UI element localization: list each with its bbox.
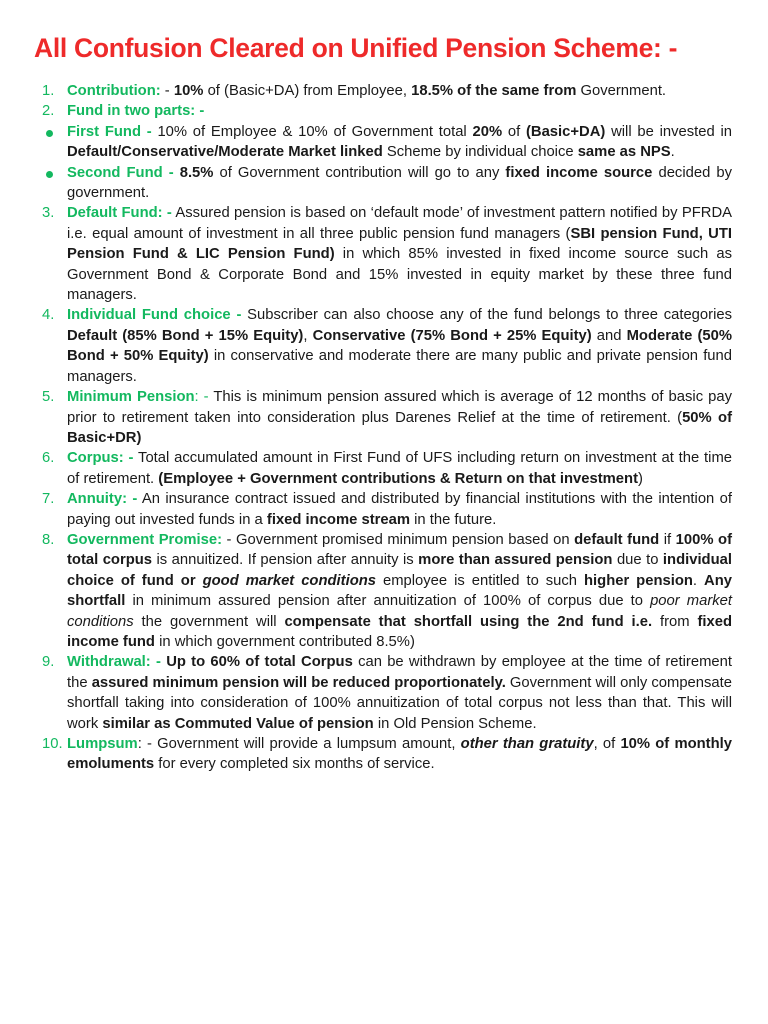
- body-text: due to: [612, 552, 663, 569]
- list-item: [0, 163, 732, 204]
- body-text: and: [591, 327, 627, 344]
- bold-text: default fund: [574, 531, 660, 548]
- bold-text: 20%: [472, 123, 503, 140]
- list-item: [0, 81, 732, 101]
- bold-text: similar as Commuted Value of pension: [102, 715, 374, 732]
- body-text: , of: [593, 736, 621, 752]
- italic-text: poor market conditions: [67, 593, 732, 630]
- bold-text: 8.5%: [179, 164, 214, 181]
- item-label: First Fund -: [67, 123, 152, 140]
- body-text: in which government contributed 8.5%): [154, 633, 415, 650]
- bold-text: fixed income stream: [266, 511, 410, 528]
- item-label: Contribution:: [67, 83, 161, 99]
- item-number: 7.: [42, 491, 55, 508]
- body-text: Total accumulated amount in First Fund of UFS including return on investment at the time of retirement.: [67, 450, 733, 487]
- list-item: [0, 305, 732, 387]
- body-text: An insurance contract issued and distributed by financial institutions with the intention of paying out invested funds in a: [67, 491, 732, 528]
- list-item: [0, 734, 732, 775]
- body-text: can be withdrawn by employee at the time of retirement the: [67, 654, 732, 691]
- item-number: 4.: [42, 307, 55, 324]
- body-text: Scheme by individual choice: [382, 144, 578, 161]
- item-number: 5.: [42, 389, 55, 406]
- bold-text: assured minimum pension will be reduced proportionately.: [91, 674, 506, 691]
- item-label: Annuity: -: [67, 491, 138, 508]
- item-label: Default Fund: -: [67, 205, 172, 222]
- list-item: [0, 489, 732, 530]
- bold-text: good market conditions: [202, 572, 377, 589]
- body-text: Government.: [576, 83, 667, 99]
- bold-text: fixed income source: [505, 164, 653, 181]
- bold-text: 10% of monthly emoluments: [67, 736, 732, 773]
- bold-text: Conservative (75% Bond + 25% Equity): [312, 327, 592, 344]
- item-label: Lumpsum: [67, 736, 138, 752]
- bold-text: SBI pension Fund, UTI Pension Fund & LIC Pension Fund): [67, 225, 732, 263]
- body-text: for every completed six months of service.: [154, 756, 435, 773]
- body-text: .: [692, 572, 705, 589]
- body-text: in conservative and moderate there are many public and private pension fund managers.: [67, 348, 732, 385]
- body-text: will be invested in: [605, 123, 732, 140]
- body-text: employee is entitled to such: [376, 572, 584, 589]
- body-text: decided by government.: [67, 164, 732, 202]
- item-number: 9.: [42, 654, 55, 671]
- body-text: 10% of Employee & 10% of Government total: [157, 123, 473, 140]
- bold-text: fixed income fund: [67, 613, 732, 650]
- item-separator: : -: [137, 736, 158, 752]
- body-text: if: [659, 531, 676, 548]
- bold-text: individual choice of fund or: [67, 552, 732, 589]
- numbered-list: [0, 81, 768, 775]
- body-text: in which 85% invested in fixed income source such as Government Bond & Corporate Bond and 15% invested in equity market by these three fund managers.: [67, 246, 732, 304]
- bold-text: Up to 60% of total Corpus: [166, 654, 353, 671]
- body-text: This is minimum pension assured which is average of 12 months of basic pay prior to retirement taken into consideration plus Darenes Relief at the time of retirement. (: [67, 389, 732, 426]
- bold-text: more than assured pension: [418, 552, 613, 569]
- body-text: .: [670, 144, 675, 161]
- bold-text: Default (85% Bond + 15% Equity): [67, 327, 304, 344]
- item-number: 2.: [42, 103, 55, 120]
- body-text: of Government contribution will go to any: [213, 164, 506, 181]
- body-text: from: [652, 613, 698, 630]
- body-text: ,: [303, 327, 313, 344]
- bold-text: (Employee + Government contributions & Return on that investment: [158, 470, 639, 487]
- body-text: is annuitized. If pension after annuity is: [152, 552, 419, 569]
- item-number: 3.: [42, 205, 55, 222]
- list-item: [0, 101, 732, 121]
- item-number: 10.: [42, 736, 63, 752]
- bold-text: compensate that shortfall using the 2nd fund i.e.: [284, 613, 653, 630]
- body-text: in the future.: [410, 511, 497, 528]
- body-text: Government promised minimum pension based on: [236, 531, 575, 548]
- body-text: ): [638, 470, 643, 487]
- bold-text: 100% of total corpus: [67, 531, 732, 569]
- item-separator: : -: [194, 389, 214, 406]
- bullet-icon: [46, 130, 53, 137]
- bold-text: 10%: [173, 83, 204, 99]
- list-item: [0, 203, 732, 305]
- body-text: of: [502, 123, 526, 140]
- item-label: Corpus: -: [67, 450, 134, 467]
- bold-text: higher pension: [584, 572, 693, 589]
- item-label: Fund in two parts: -: [67, 103, 205, 120]
- body-text: Assured pension is based on ‘default mode’ of investment pattern notified by PFRDA i.e. equal amount of investment in all three public pension fund managers (: [67, 205, 732, 242]
- body-text: of (Basic+DA) from Employee,: [203, 83, 412, 99]
- body-text: in Old Pension Scheme.: [373, 715, 537, 732]
- body-text: the government will: [133, 613, 285, 630]
- bold-text: 50% of Basic+DR): [67, 409, 732, 446]
- bold-text: 18.5% of the same from: [411, 83, 577, 99]
- item-separator: -: [160, 83, 174, 99]
- item-label: Government Promise:: [67, 531, 223, 548]
- bold-text: other than gratuity: [460, 736, 594, 752]
- bold-text: same as NPS: [577, 144, 671, 161]
- list-item: [0, 122, 732, 163]
- list-item: [0, 652, 732, 734]
- item-label: Second Fund -: [67, 164, 174, 181]
- body-text: in minimum assured pension after annuitization of 100% of corpus due to: [125, 593, 651, 610]
- item-separator: -: [222, 531, 237, 548]
- bold-text: Any shortfall: [67, 572, 732, 610]
- bold-text: Default/Conservative/Moderate Market linked: [67, 144, 383, 161]
- body-text: Government will provide a lumpsum amount,: [157, 736, 461, 752]
- body-text: Government will only compensate shortfall taking into consideration of 100% annuitization of total corpus not less than that. This will work: [67, 674, 732, 732]
- item-label: Individual Fund choice -: [67, 307, 242, 324]
- list-item: [0, 530, 732, 652]
- bullet-icon: [46, 171, 53, 178]
- bold-text: (Basic+DA): [525, 123, 606, 140]
- item-number: 6.: [42, 450, 55, 467]
- bold-text: Moderate (50% Bond + 50% Equity): [67, 327, 732, 365]
- item-label: Minimum Pension: [67, 389, 195, 406]
- item-number: 1.: [42, 83, 55, 99]
- item-label: Withdrawal: -: [67, 654, 161, 671]
- body-text: Subscriber can also choose any of the fund belongs to three categories: [247, 307, 732, 324]
- list-item: [0, 387, 732, 448]
- page-title: All Confusion Cleared on Unified Pension Scheme: -: [34, 33, 678, 63]
- item-number: 8.: [42, 531, 55, 548]
- list-item: [0, 448, 732, 489]
